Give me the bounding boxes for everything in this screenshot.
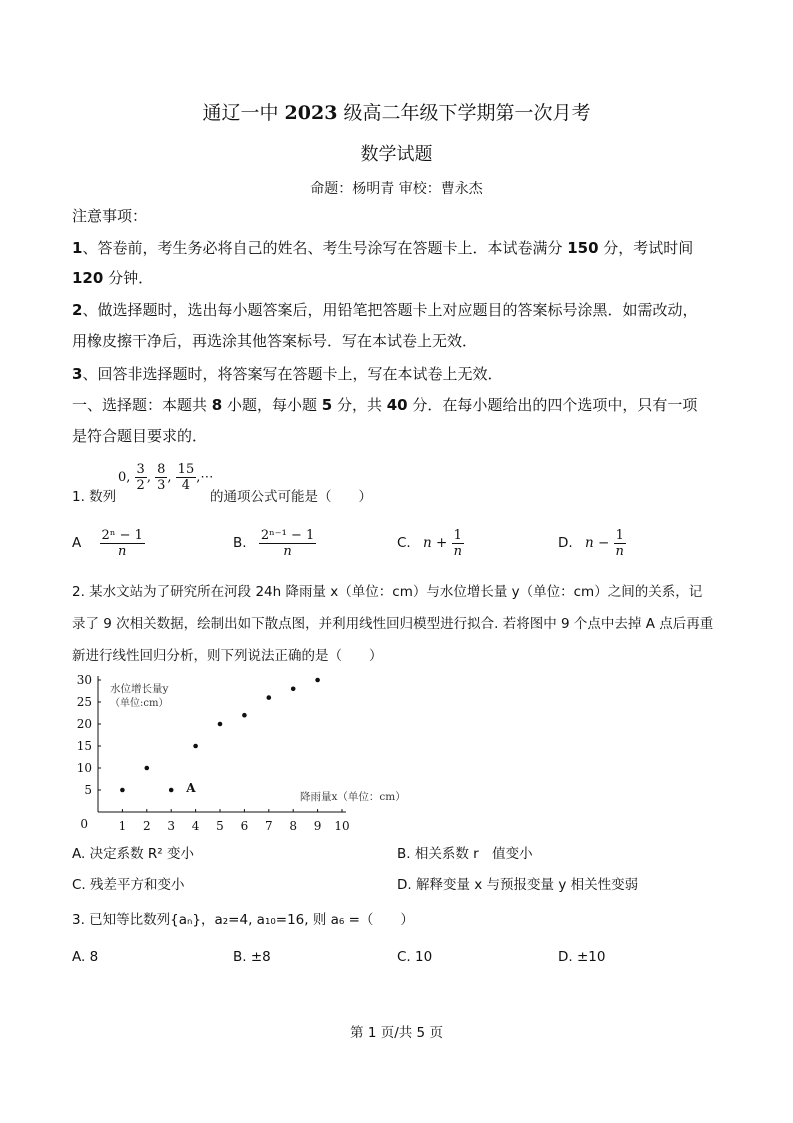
seq-ellipsis: ,⋯ (196, 470, 214, 485)
y-tick-label: 15 (76, 739, 92, 753)
seq-term-3-den: 4 (181, 478, 191, 493)
q1-sequence: 0, $\frac{3}{2}$ , $\frac{8}{3}$ , $\frac{15}{4}$ ,⋯ (118, 462, 214, 493)
data-point (218, 722, 223, 727)
q3-line: 3. 已知等比数列{aₙ}，a₂=4, a₁₀=16, 则 a₆ =（ ） (72, 912, 414, 928)
q1-option-c (397, 528, 464, 559)
note-1-number: 1 (72, 239, 83, 257)
notes-heading: 注意事项： (72, 207, 148, 225)
seq-term-2 (155, 462, 167, 493)
note-2-text: 、做选择题时，选出每小题答案后，用铅笔把答题卡上对应题目的答案标号涂黑．如需改动， (82, 301, 698, 319)
seq-term-1-den: 2 (136, 478, 145, 493)
q1-option-a-frac (100, 528, 145, 559)
note-1-text: 、答卷前，考生务必将自己的姓名、考生号涂写在答题卡上．本试卷满分 (82, 239, 568, 257)
x-tick-label: 6 (240, 819, 249, 833)
title-year: 2023 (284, 102, 338, 124)
note-3-number: 3 (72, 365, 83, 383)
data-point (267, 695, 272, 700)
x-tick-label: 10 (334, 819, 350, 833)
x-tick-label: 9 (313, 819, 322, 833)
section-1-text-d: 分．在每小题给出的四个选项中，只有一项 (407, 396, 698, 414)
x-tick-label: 7 (264, 819, 273, 833)
q1-option-a (72, 528, 145, 559)
section-1-each: 5 (321, 396, 333, 414)
q1-option-b-label: B. (233, 534, 247, 551)
exam-subtitle: 数学试题 (360, 144, 433, 165)
q1-option-b-frac (259, 528, 316, 559)
note-1-time: 120 (72, 269, 104, 287)
point-label-a: A (186, 781, 196, 795)
seq-term-0: 0, (118, 470, 131, 485)
data-point (193, 744, 198, 749)
seq-term-2-num: 8 (157, 462, 166, 477)
data-point (145, 766, 150, 771)
x-tick-label: 8 (289, 819, 298, 833)
note-1-line-2 (72, 271, 153, 286)
q1-option-c-label: C. (397, 534, 411, 551)
note-2-line-1 (72, 303, 697, 318)
q2-option-a: A. 决定系数 R² 变小 (72, 846, 194, 862)
q1-option-c-den: n (453, 544, 462, 559)
section-1-text-c: 分，共 (332, 396, 387, 414)
q1-lead: 1. 数列 (72, 489, 117, 505)
note-1-text-2: 分钟． (103, 269, 154, 287)
q2-line-1: 2. 某水文站为了研究所在河段 24h 降雨量 x（单位：cm）与水位增长量 y（单位：cm）之间的关系，记 (72, 584, 703, 600)
seq-term-1-num: 3 (136, 462, 145, 477)
section-1-line-2: 是符合题目要求的． (72, 427, 208, 445)
y-axis-unit: （单位:cm） (110, 698, 169, 709)
section-1-text-a: 一、选择题：本题共 (72, 396, 212, 414)
q1-option-d-pre: n − (584, 534, 610, 551)
seq-term-3-num: 15 (177, 462, 195, 477)
note-3-line-1 (72, 367, 502, 382)
q3-option-d: D. ±10 (558, 949, 606, 965)
q1-option-b-num: 2ⁿ⁻¹ − 1 (260, 528, 315, 543)
q3-option-b: B. ±8 (233, 949, 271, 965)
q2-option-b: B. 相关系数 r 值变小 (397, 846, 533, 862)
q2-option-d: D. 解释变量 x 与预报变量 y 相关性变弱 (397, 877, 639, 893)
q1-tail: 的通项公式可能是（ ） (210, 489, 372, 505)
scatter-chart (68, 670, 428, 840)
q2-line-2: 录了 9 次相关数据，绘制出如下散点图，并利用线性回归模型进行拟合. 若将图中 9 个点中去掉 A 点后再重 (72, 616, 714, 632)
section-1-total: 40 (386, 396, 408, 414)
q1-option-d-label: D. (558, 534, 573, 551)
y-tick-label: 30 (76, 673, 92, 687)
origin-label: 0 (80, 817, 88, 831)
q1-option-a-label: A (72, 534, 82, 551)
y-tick-label: 10 (76, 761, 92, 775)
q2-line-3: 新进行线性回归分析，则下列说法正确的是（ ） (72, 648, 383, 664)
q1-option-a-num: 2ⁿ − 1 (101, 528, 143, 543)
seq-term-1 (135, 462, 147, 493)
x-tick-label: 5 (216, 819, 224, 833)
x-tick-label: 3 (167, 819, 176, 833)
data-point (242, 713, 247, 718)
seq-term-2-den: 3 (157, 478, 166, 493)
note-2-line-2: 用橡皮擦干净后，再选涂其他答案标号．写在本试卷上无效． (72, 332, 478, 350)
note-1-score: 150 (567, 239, 599, 257)
y-axis-label: 水位增长量y (110, 683, 169, 695)
data-point (169, 788, 174, 793)
y-tick-label: 5 (84, 783, 92, 797)
title-prefix: 通辽一中 (202, 102, 285, 124)
q1-option-d-num: 1 (615, 528, 624, 543)
q1-option-b (233, 528, 316, 559)
y-tick-label: 20 (76, 717, 92, 731)
section-1-text-b: 小题，每小题 (222, 396, 322, 414)
exam-title (0, 98, 793, 125)
section-1-count: 8 (211, 396, 223, 414)
seq-term-3 (176, 462, 197, 493)
note-2-number: 2 (72, 301, 83, 319)
x-tick-label: 1 (118, 819, 127, 833)
note-1-text-b: 分，考试时间 (598, 239, 694, 257)
q1-option-c-frac (452, 528, 464, 559)
page-footer: 第 1 页/共 5 页 (350, 1025, 443, 1041)
title-suffix: 级高二年级下学期第一次月考 (337, 102, 591, 124)
x-tick-label: 4 (191, 819, 200, 833)
y-tick-label: 25 (76, 695, 92, 709)
x-axis-label: 降雨量x（单位：cm） (300, 791, 406, 803)
note-3-text: 、回答非选择题时，将答案写在答题卡上，写在本试卷上无效． (82, 365, 503, 383)
q2-option-c: C. 残差平方和变小 (72, 877, 185, 893)
exam-authors: 命题：杨明青 审校：曹永杰 (310, 181, 483, 197)
q3-option-c: C. 10 (397, 949, 433, 965)
section-1-line-1 (72, 398, 697, 413)
q1-option-d-den: n (615, 544, 624, 559)
q3-option-a: A. 8 (72, 949, 99, 965)
q1-option-d (558, 528, 626, 559)
q1-option-a-den: n (118, 544, 127, 559)
note-1-line-1 (72, 241, 693, 256)
data-point (120, 788, 125, 793)
data-point (291, 687, 296, 692)
q1-option-b-den: n (283, 544, 292, 559)
data-point (315, 678, 320, 683)
x-tick-label: 2 (142, 819, 151, 833)
q1-option-c-num: 1 (453, 528, 462, 543)
q1-option-d-frac (614, 528, 626, 559)
q1-option-c-pre: n + (423, 534, 448, 551)
